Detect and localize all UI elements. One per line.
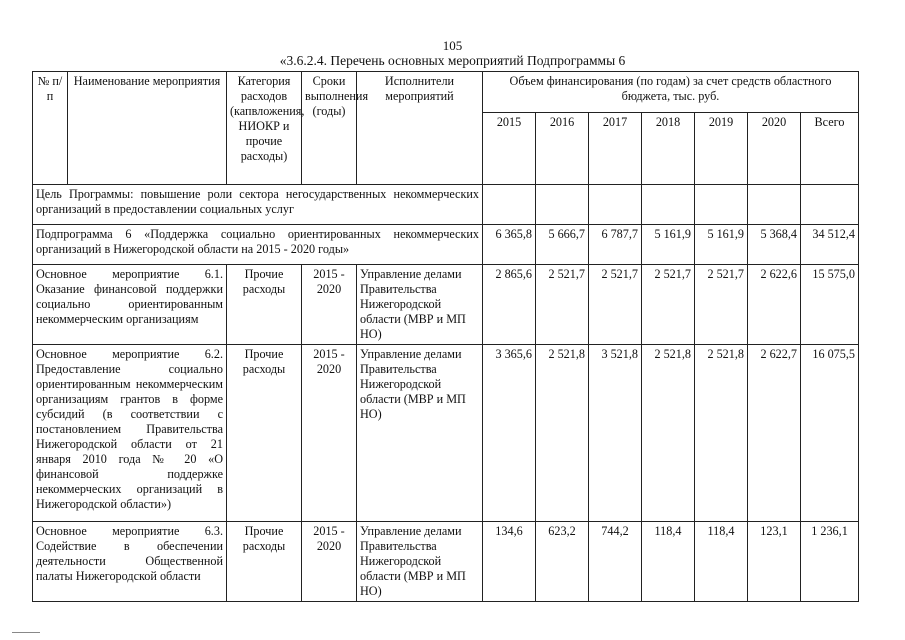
- document-title: «3.6.2.4. Перечень основных мероприятий Подпрограммы 6: [279, 53, 626, 68]
- value-cell: 5 666,7: [536, 225, 589, 265]
- header-executors: Исполнители мероприятий: [357, 72, 483, 185]
- header-num: № п/п: [33, 72, 68, 185]
- activity-terms: 2015 - 2020: [302, 265, 357, 345]
- total-cell: 1 236,1: [801, 522, 859, 602]
- goal-row: [33, 185, 859, 225]
- value-cell: 123,1: [748, 522, 801, 602]
- activity-category: Прочие расходы: [227, 265, 302, 345]
- header-year: 2015: [483, 113, 536, 185]
- empty-cell: [642, 185, 695, 225]
- activity-category: Прочие расходы: [227, 522, 302, 602]
- empty-cell: [748, 185, 801, 225]
- table-row: [33, 522, 859, 602]
- activity-executor: Управление делами Правительства Нижегородской области (МВР и МП НО): [357, 345, 483, 522]
- value-cell: 3 365,6: [483, 345, 536, 522]
- value-cell: 2 865,6: [483, 265, 536, 345]
- value-cell: 2 521,7: [695, 265, 748, 345]
- value-cell: 623,2: [536, 522, 589, 602]
- header-terms: Сроки выполнения (годы): [302, 72, 357, 185]
- value-cell: 134,6: [483, 522, 536, 602]
- value-cell: 2 521,8: [536, 345, 589, 522]
- header-total: Всего: [801, 113, 859, 185]
- value-cell: 2 521,7: [536, 265, 589, 345]
- value-cell: 2 521,7: [642, 265, 695, 345]
- subprogram-row: [33, 225, 859, 265]
- table-row: [33, 345, 859, 522]
- value-cell: 2 521,7: [589, 265, 642, 345]
- subprogram-name: Подпрограмма 6 «Поддержка социально ориентированных некоммерческих организаций в Нижегородской области на 2015 - 2020 годы»: [33, 225, 483, 265]
- value-cell: 5 161,9: [642, 225, 695, 265]
- header-year: 2019: [695, 113, 748, 185]
- activity-category: Прочие расходы: [227, 345, 302, 522]
- value-cell: 2 622,7: [748, 345, 801, 522]
- page-number: 105: [442, 38, 463, 53]
- empty-cell: [589, 185, 642, 225]
- header-name: Наименование мероприятия: [68, 72, 227, 185]
- value-cell: 2 622,6: [748, 265, 801, 345]
- header-year: 2020: [748, 113, 801, 185]
- header-year: 2016: [536, 113, 589, 185]
- empty-cell: [536, 185, 589, 225]
- activity-name: Основное мероприятие 6.1. Оказание финансовой поддержки социально ориентированным некоммерческим организациям: [33, 265, 227, 345]
- activity-terms: 2015 - 2020: [302, 345, 357, 522]
- total-cell: 34 512,4: [801, 225, 859, 265]
- activity-name: Основное мероприятие 6.3. Содействие в обеспечении деятельности Общественной палаты Нижегородской области: [33, 522, 227, 602]
- header-year: 2017: [589, 113, 642, 185]
- empty-cell: [801, 185, 859, 225]
- scan-artifact: [12, 632, 40, 633]
- goal-text: Цель Программы: повышение роли сектора негосударственных некоммерческих организаций в предоставлении социальных услуг: [33, 185, 483, 225]
- header-category: Категория расходов (капвложения, НИОКР и прочие расходы): [227, 72, 302, 185]
- value-cell: 3 521,8: [589, 345, 642, 522]
- value-cell: 2 521,8: [642, 345, 695, 522]
- activity-name: Основное мероприятие 6.2. Предоставление социально ориентированным некоммерческим организациям грантов в форме субсидий (в соответствии с постановлением Правительства Нижегородской области от 21 января 2010 года № 20 «О финансовой поддержке некоммерческих организаций в Нижегородской области»): [33, 345, 227, 522]
- total-cell: 16 075,5: [801, 345, 859, 522]
- activities-table: [32, 71, 859, 602]
- value-cell: 5 368,4: [748, 225, 801, 265]
- value-cell: 6 365,8: [483, 225, 536, 265]
- value-cell: 118,4: [695, 522, 748, 602]
- value-cell: 5 161,9: [695, 225, 748, 265]
- header-funding: Объем финансирования (по годам) за счет средств областного бюджета, тыс. руб.: [483, 72, 859, 113]
- header-row: [33, 72, 859, 113]
- value-cell: 744,2: [589, 522, 642, 602]
- value-cell: 118,4: [642, 522, 695, 602]
- table-row: [33, 265, 859, 345]
- header-year: 2018: [642, 113, 695, 185]
- value-cell: 6 787,7: [589, 225, 642, 265]
- empty-cell: [695, 185, 748, 225]
- activity-terms: 2015 - 2020: [302, 522, 357, 602]
- value-cell: 2 521,8: [695, 345, 748, 522]
- activity-executor: Управление делами Правительства Нижегородской области (МВР и МП НО): [357, 265, 483, 345]
- activity-executor: Управление делами Правительства Нижегородской области (МВР и МП НО): [357, 522, 483, 602]
- total-cell: 15 575,0: [801, 265, 859, 345]
- empty-cell: [483, 185, 536, 225]
